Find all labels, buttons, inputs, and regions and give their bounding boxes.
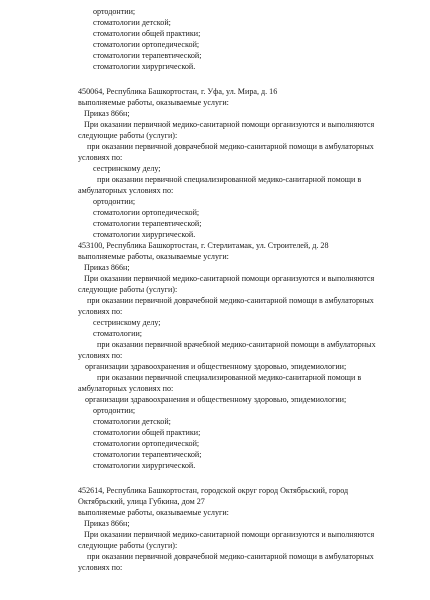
list-item: сестринскому делу; <box>93 318 161 327</box>
list-item: стоматологии терапевтической; <box>93 51 202 60</box>
paragraph-line: При оказании первичной медико-санитарной помощи организуются и выполняются <box>84 530 375 539</box>
works-label: выполняемые работы, оказываемые услуги: <box>78 98 229 107</box>
paragraph-line: при оказании первичной специализированной медико-санитарной помощи в <box>97 373 362 382</box>
order-reference: Приказ 866н; <box>84 519 130 528</box>
paragraph-line: при оказании первичной доврачебной медико-санитарной помощи в амбулаторных <box>87 296 374 305</box>
list-item: стоматологии хирургической. <box>93 461 196 470</box>
list-item: стоматологии ортопедической; <box>93 40 200 49</box>
list-item: стоматологии ортопедической; <box>93 208 200 217</box>
list-item: стоматологии; <box>93 329 143 338</box>
list-item: стоматологии ортопедической; <box>93 439 200 448</box>
address: 450064, Республика Башкортостан, г. Уфа, ул. Мира, д. 16 <box>78 87 278 96</box>
order-reference: Приказ 866н; <box>84 109 130 118</box>
list-item: стоматологии общей практики; <box>93 29 201 38</box>
list-item: стоматологии хирургической. <box>93 62 196 71</box>
paragraph-line: следующие работы (услуги): <box>78 131 178 140</box>
list-item: стоматологии детской; <box>93 417 171 426</box>
paragraph-line: условиях по: <box>78 153 123 162</box>
list-item: ортодонтии; <box>93 406 136 415</box>
paragraph-line: При оказании первичной медико-санитарной помощи организуются и выполняются <box>84 120 375 129</box>
works-label: выполняемые работы, оказываемые услуги: <box>78 252 229 261</box>
list-item: организации здравоохранения и общественному здоровью, эпидемиологии; <box>85 362 347 371</box>
list-item: стоматологии детской; <box>93 18 171 27</box>
list-item: стоматологии хирургической. <box>93 230 196 239</box>
paragraph-line: при оказании первичной специализированной медико-санитарной помощи в <box>97 175 362 184</box>
list-item: организации здравоохранения и общественному здоровью, эпидемиологии; <box>85 395 347 404</box>
paragraph-line: амбулаторных условиях по: <box>78 384 174 393</box>
paragraph-line: при оказании первичной доврачебной медико-санитарной помощи в амбулаторных <box>87 142 374 151</box>
paragraph-line: при оказании первичной доврачебной медико-санитарной помощи в амбулаторных <box>87 552 374 561</box>
list-item: сестринскому делу; <box>93 164 161 173</box>
address: 453100, Республика Башкортостан, г. Стерлитамак, ул. Строителей, д. 28 <box>78 241 329 250</box>
order-reference: Приказ 866н; <box>84 263 130 272</box>
list-item: ортодонтии; <box>93 197 136 206</box>
list-item: стоматологии терапевтической; <box>93 450 202 459</box>
paragraph-line: следующие работы (услуги): <box>78 541 178 550</box>
address: 452614, Республика Башкортостан, городской округ город Октябрьский, город <box>78 486 349 495</box>
list-item: ортодонтии; <box>93 7 136 16</box>
list-item: стоматологии общей практики; <box>93 428 201 437</box>
paragraph-line: При оказании первичной медико-санитарной помощи организуются и выполняются <box>84 274 375 283</box>
paragraph-line: условиях по: <box>78 563 123 572</box>
paragraph-line: амбулаторных условиях по: <box>78 186 174 195</box>
paragraph-line: условиях по: <box>78 351 123 360</box>
address: Октябрьский, улица Губкина, дом 27 <box>78 497 205 506</box>
paragraph-line: при оказании первичной врачебной медико-санитарной помощи в амбулаторных <box>97 340 376 349</box>
works-label: выполняемые работы, оказываемые услуги: <box>78 508 229 517</box>
paragraph-line: следующие работы (услуги): <box>78 285 178 294</box>
list-item: стоматологии терапевтической; <box>93 219 202 228</box>
paragraph-line: условиях по: <box>78 307 123 316</box>
